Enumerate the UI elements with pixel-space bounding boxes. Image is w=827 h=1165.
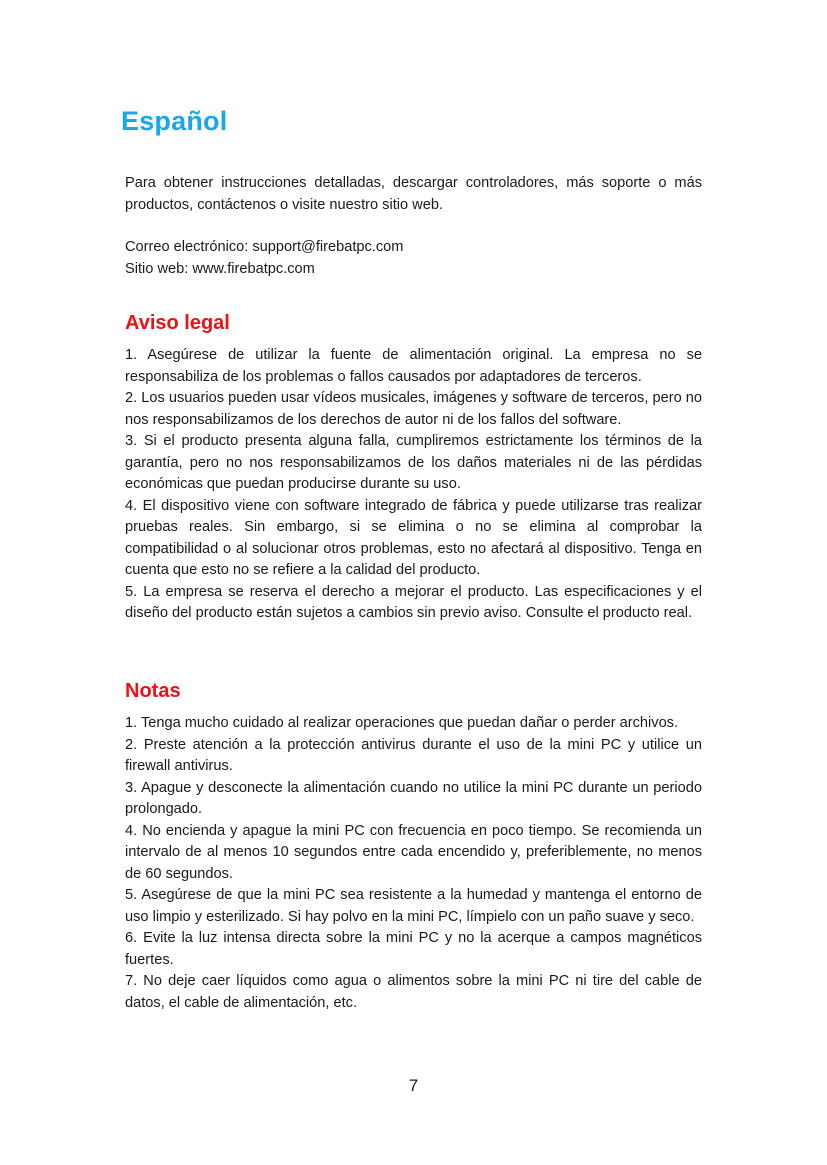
legal-notice-list	[125, 345, 702, 625]
legal-notice-heading: Aviso legal	[125, 312, 230, 334]
notes-heading: Notas	[125, 680, 181, 702]
legal-item: 3. Si el producto presenta alguna falla, cumpliremos estrictamente los términos de la garantía, pero no nos responsabilizamos de los daños materiales ni de las pérdidas económicas que puedan producirse durante su uso.	[125, 433, 702, 492]
notes-list	[125, 713, 702, 1014]
note-item: 3. Apague y desconecte la alimentación cuando no utilice la mini PC durante un periodo prolongado.	[125, 779, 702, 817]
website-line: Sitio web: www.firebatpc.com	[125, 260, 315, 277]
contact-info	[125, 237, 702, 280]
language-heading: Español	[121, 106, 228, 136]
legal-item: 4. El dispositivo viene con software integrado de fábrica y puede utilizarse tras realizar pruebas reales. Sin embargo, si se elimina o no se elimina al comprobar la compatibilidad o al solucionar otros problemas, esto no afectará al dispositivo. Tenga en cuenta que esto no se refiere a la calidad del producto.	[125, 497, 702, 578]
page-number: 7	[408, 1076, 419, 1095]
legal-item: 5. La empresa se reserva el derecho a mejorar el producto. Las especificaciones y el diseño del producto están sujetos a cambios sin previo aviso. Consulte el producto real.	[125, 583, 702, 621]
note-item: 7. No deje caer líquidos como agua o alimentos sobre la mini PC ni tire del cable de datos, el cable de alimentación, etc.	[125, 973, 702, 1011]
note-item: 1. Tenga mucho cuidado al realizar operaciones que puedan dañar o perder archivos.	[125, 715, 679, 731]
note-item: 5. Asegúrese de que la mini PC sea resistente a la humedad y mantenga el entorno de uso limpio y esterilizado. Si hay polvo en la mini PC, límpielo con un paño suave y seco.	[125, 887, 702, 925]
note-item: 2. Preste atención a la protección antivirus durante el uso de la mini PC y utilice un firewall antivirus.	[125, 736, 702, 774]
legal-item: 2. Los usuarios pueden usar vídeos musicales, imágenes y software de terceros, pero no nos responsabilizamos de los derechos de autor ni de los fallos del software.	[125, 390, 702, 428]
note-item: 4. No encienda y apague la mini PC con frecuencia en poco tiempo. Se recomienda un intervalo de al menos 10 segundos entre cada encendido y, preferiblemente, no menos de 60 segundos.	[125, 822, 702, 882]
intro-text: Para obtener instrucciones detalladas, descargar controladores, más soporte o más productos, contáctenos o visite nuestro sitio web.	[125, 175, 702, 213]
legal-item: 1. Asegúrese de utilizar la fuente de alimentación original. La empresa no se responsabiliza de los problemas o fallos causados por adaptadores de terceros.	[125, 347, 702, 385]
email-line: Correo electrónico: support@firebatpc.com	[125, 239, 404, 255]
intro-paragraph	[125, 173, 702, 216]
note-item: 6. Evite la luz intensa directa sobre la mini PC y no la acerque a campos magnéticos fuertes.	[125, 930, 702, 968]
